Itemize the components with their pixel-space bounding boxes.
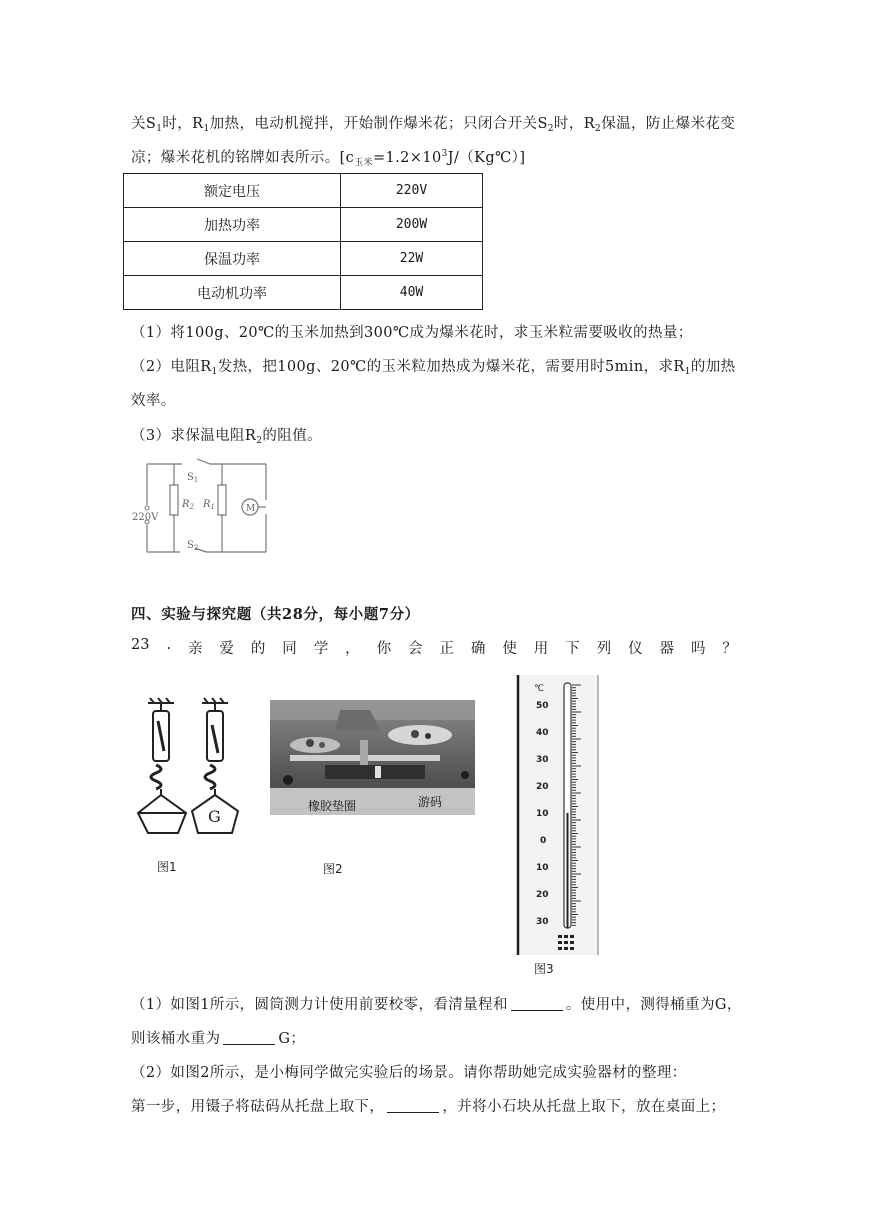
question-2: （2）电阻$R_1$发热，把100g、20℃的玉米粒加热成为爆米花，需要用时5min，求$R_1$的加热 <box>131 359 736 377</box>
tick-label: 30 <box>536 917 549 927</box>
weight-g-label: G <box>208 807 221 826</box>
rider-label: 游码 <box>418 795 443 809</box>
subquestion-1-line-2: 则该桶水重为 G； <box>131 1031 306 1047</box>
table-cell-key: 加热功率 <box>124 208 341 242</box>
table-cell-key: 额定电压 <box>124 174 341 208</box>
nameplate-table <box>123 173 483 310</box>
question-23: 23 . 亲 爱 的 同 学 ， 你 会 正 确 使 用 下 列 仪 器 吗 ？ <box>131 637 737 657</box>
figure-3-thermometer <box>514 673 604 958</box>
subquestion-1: （1）如图1所示，圆筒测力计使用前要校零，看清量程和 。使用中，测得桶重为G， <box>131 997 742 1013</box>
table-cell-value: 220V <box>341 174 483 208</box>
circuit-diagram <box>130 455 270 560</box>
question-3: （3）求保温电阻$R_2$的阻值。 <box>131 428 322 446</box>
voltage-label: 220V <box>132 512 159 523</box>
motor-label: M <box>246 504 256 514</box>
subquestion-2: （2）如图2所示，是小梅同学做完实验后的场景。请你帮助她完成实验器材的整理： <box>131 1065 687 1081</box>
table-cell-key: 保温功率 <box>124 242 341 276</box>
figure-1-force-meters <box>130 695 250 840</box>
table-cell-value: 200W <box>341 208 483 242</box>
tick-label: 0 <box>540 836 547 846</box>
intro-line-1: 关$S_1$时，$R_1$加热，电动机搅拌，开始制作爆米花；只闭合开关$S_2$时，$R_2$保温，防止爆米花变 <box>131 116 736 134</box>
answer-blank[interactable] <box>223 1043 275 1045</box>
figure-1-caption: 图1 <box>157 860 177 874</box>
tick-label: 20 <box>536 782 549 792</box>
answer-blank[interactable] <box>511 1009 563 1011</box>
switch-s2-label: $S_2$ <box>187 540 199 552</box>
figure-2-caption: 图2 <box>323 862 343 876</box>
question-1: （1）将100g、20℃的玉米加热到300℃成为爆米花时，求玉米粒需要吸收的热量； <box>131 325 693 341</box>
table-row <box>124 276 483 310</box>
table-cell-key: 电动机功率 <box>124 276 341 310</box>
table-row <box>124 242 483 276</box>
section-heading: 四、实验与探究题（共28分，每小题7分） <box>131 606 420 623</box>
intro-line-2: 凉；爆米花机的铭牌如表所示。$[c_{玉米}=1.2\times 10^3J/(Kg℃)]$ <box>131 149 526 168</box>
figure-2-balance-photo <box>270 700 475 815</box>
question-2-line-2: 效率。 <box>131 393 176 409</box>
tick-label: 10 <box>536 863 549 873</box>
celsius-unit: ℃ <box>534 684 545 694</box>
tick-label: 10 <box>536 809 549 819</box>
resistor-r1-label: $R_1$ <box>203 499 215 511</box>
tick-label: 20 <box>536 890 549 900</box>
subquestion-2-step-1: 第一步，用镊子将砝码从托盘上取下， ，并将小石块从托盘上取下，放在桌面上； <box>131 1099 726 1115</box>
figure-3-caption: 图3 <box>534 962 554 976</box>
tick-label: 50 <box>536 701 549 711</box>
switch-s1-label: $S_1$ <box>187 472 199 484</box>
resistor-r2-label: $R_2$ <box>182 499 194 511</box>
answer-blank[interactable] <box>387 1111 439 1113</box>
tick-label: 30 <box>536 755 549 765</box>
table-row <box>124 208 483 242</box>
table-row <box>124 174 483 208</box>
table-cell-value: 22W <box>341 242 483 276</box>
table-cell-value: 40W <box>341 276 483 310</box>
tick-label: 40 <box>536 728 549 738</box>
rubber-gasket-label: 橡胶垫圈 <box>308 799 357 813</box>
